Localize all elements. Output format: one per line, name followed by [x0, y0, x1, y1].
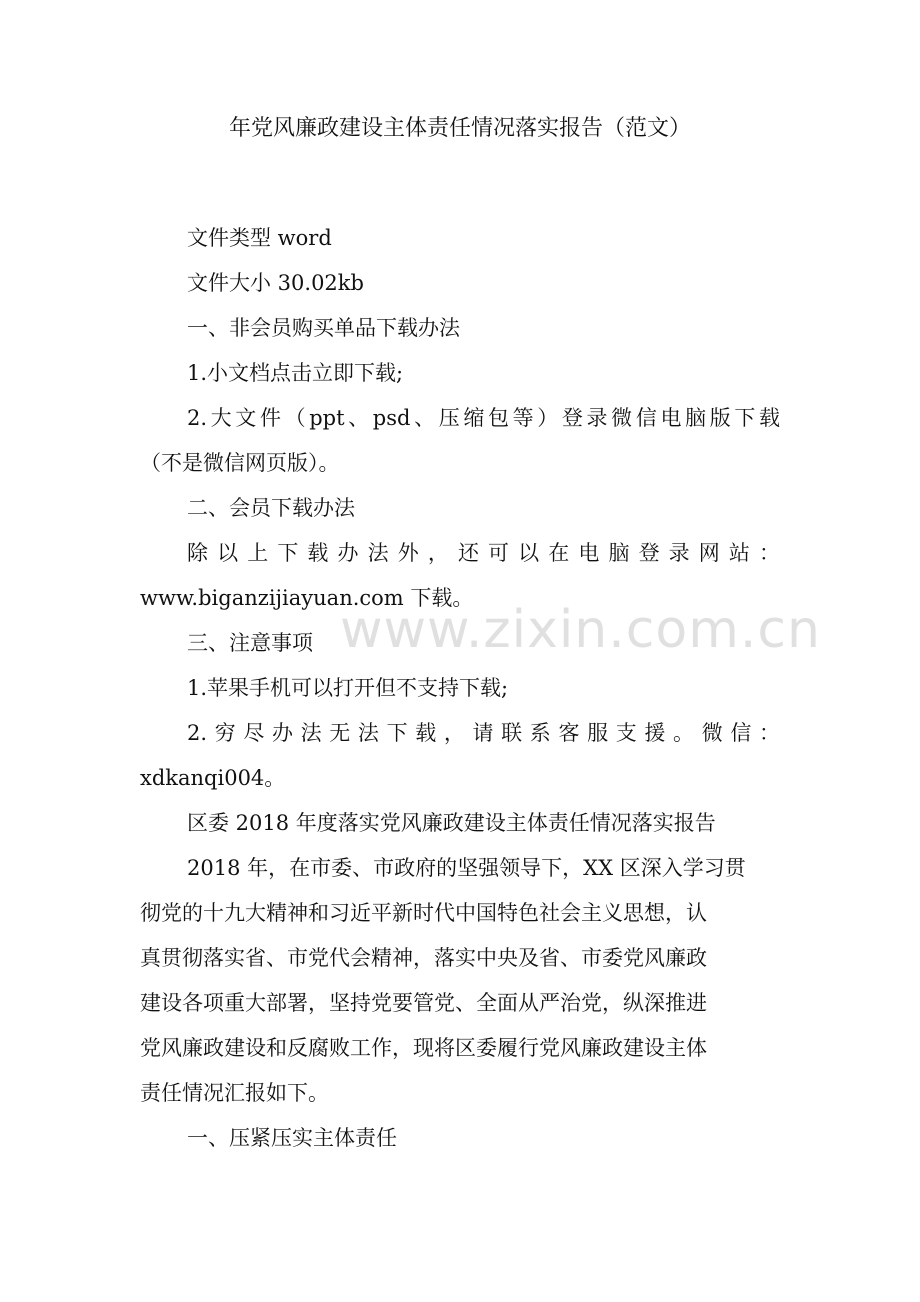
list-item: 2.穷尽办法无法下载，请联系客服支援。微信：	[187, 721, 780, 745]
body-line: 2018 年，在市委、市政府的坚强领导下，XX 区深入学习贯	[187, 856, 746, 880]
section-heading-2: 二、会员下载办法	[187, 496, 355, 520]
body-line: 彻党的十九大精神和习近平新时代中国特色社会主义思想，认	[140, 901, 707, 925]
website-line: www.biganzijiayuan.com 下载。	[140, 586, 474, 610]
body-line: 党风廉政建设和反腐败工作，现将区委履行党风廉政建设主体	[140, 1036, 707, 1060]
watermark: www.zixin.com.cn	[340, 600, 821, 660]
body-line: 责任情况汇报如下。	[140, 1081, 329, 1105]
list-item-continuation: xdkanqi004。	[140, 766, 286, 790]
document-title: 年党风廉政建设主体责任情况落实报告（范文）	[228, 116, 691, 141]
section-heading-3: 三、注意事项	[187, 631, 313, 655]
list-item-continuation: （不是微信网页版）。	[140, 451, 340, 475]
section-heading-1: 一、非会员购买单品下载办法	[187, 316, 460, 340]
list-item: 1.小文档点击立即下载;	[187, 361, 404, 385]
part-heading-1: 一、压紧压实主体责任	[187, 1126, 397, 1150]
paragraph-line: 除以上下载办法外，还可以在电脑登录网站：	[187, 541, 780, 565]
list-item: 1.苹果手机可以打开但不支持下载;	[187, 676, 509, 700]
report-title: 区委 2018 年度落实党风廉政建设主体责任情况落实报告	[187, 811, 716, 835]
body-line: 真贯彻落实省、市党代会精神，落实中央及省、市委党风廉政	[140, 946, 707, 970]
body-line: 建设各项重大部署，坚持党要管党、全面从严治党，纵深推进	[140, 991, 707, 1015]
file-type-line: 文件类型 word	[187, 226, 332, 250]
list-item: 2.大文件（ppt、psd、压缩包等）登录微信电脑版下载	[187, 406, 780, 430]
file-size-line: 文件大小 30.02kb	[187, 271, 364, 295]
